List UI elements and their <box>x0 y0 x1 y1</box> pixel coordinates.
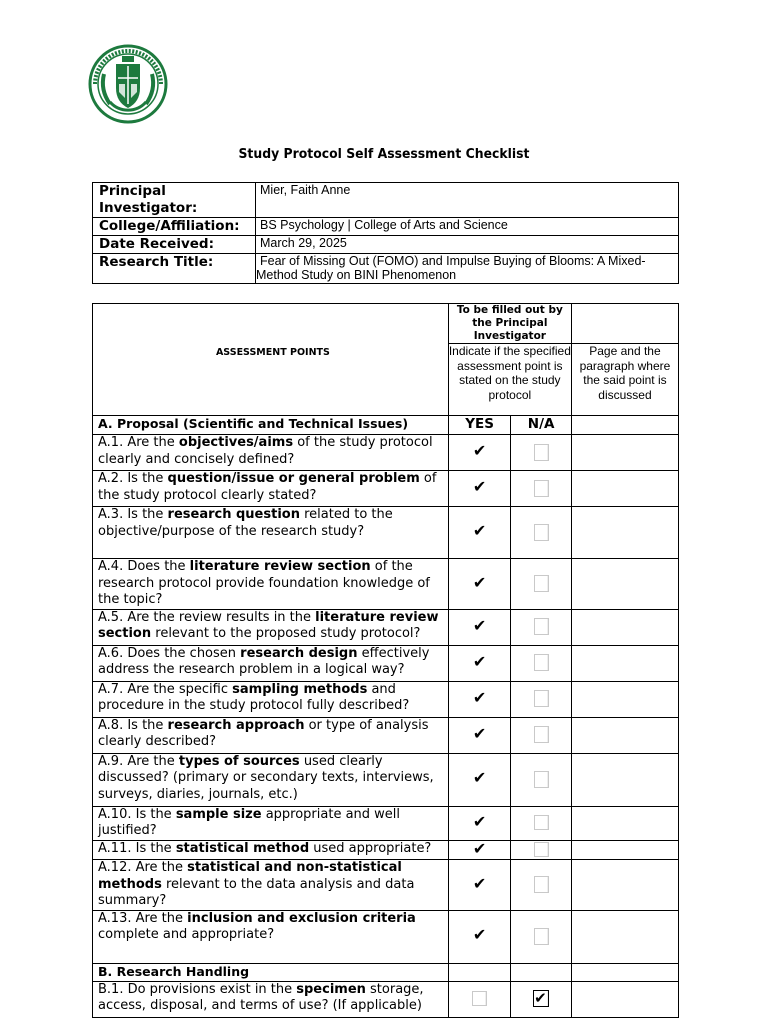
yes-cell <box>448 806 511 840</box>
assessment-question: A.12. Are the statistical and non-statistical methods relevant to the data analysis and data summary? <box>93 860 449 911</box>
section-a-title: A. Proposal (Scientific and Technical Issues) <box>93 416 449 435</box>
checkmark-icon: ✔ <box>472 768 487 788</box>
page-paragraph-cell[interactable] <box>571 840 678 860</box>
assessment-question: B.1. Do provisions exist in the specimen storage, access, disposal, and terms of use? (If applicable) <box>93 981 449 1017</box>
section-row <box>93 963 679 981</box>
page-paragraph-cell[interactable] <box>571 681 678 717</box>
na-cell <box>511 507 572 559</box>
na-cell <box>511 981 572 1017</box>
protocol-info-table <box>92 182 679 284</box>
yes-header: YES <box>448 416 511 435</box>
assessment-question: A.8. Is the research approach or type of analysis clearly described? <box>93 717 449 753</box>
table-row <box>93 806 679 840</box>
na-checkbox[interactable] <box>534 842 549 857</box>
table-row <box>93 471 679 507</box>
na-checkbox[interactable] <box>534 928 549 945</box>
checkmark-icon: ✔ <box>472 651 487 671</box>
na-checkbox[interactable] <box>534 771 549 788</box>
page-paragraph-cell[interactable] <box>571 806 678 840</box>
yes-checkbox[interactable] <box>472 991 487 1006</box>
na-header: N/A <box>511 416 572 435</box>
na-cell <box>511 910 572 963</box>
yes-cell <box>448 507 511 559</box>
assessment-question: A.10. Is the sample size appropriate and well justified? <box>93 806 449 840</box>
info-label: Research Title: <box>93 254 256 284</box>
checkmark-icon: ✔ <box>472 925 487 945</box>
na-cell <box>511 681 572 717</box>
research-title-line1: Fear of Missing Out (FOMO) and Impulse Buying of Blooms: A Mixed- <box>260 254 646 268</box>
na-checkbox[interactable] <box>534 815 549 830</box>
yes-cell <box>448 471 511 507</box>
checkmark-icon: ✔ <box>472 615 487 635</box>
na-checkbox[interactable] <box>534 480 549 497</box>
yes-cell <box>448 860 511 911</box>
na-cell <box>511 753 572 806</box>
checkmark-icon: ✔ <box>472 572 487 592</box>
info-value: March 29, 2025 <box>256 236 679 254</box>
yes-cell <box>448 559 511 610</box>
yes-cell <box>448 645 511 681</box>
table-row <box>93 840 679 860</box>
university-seal-logo <box>88 44 168 124</box>
page-paragraph-header: Page and the paragraph where the said point is discussed <box>571 344 678 416</box>
table-row <box>93 645 679 681</box>
table-row <box>93 717 679 753</box>
header-row <box>93 304 679 344</box>
table-row <box>93 681 679 717</box>
na-cell <box>511 471 572 507</box>
page-paragraph-cell[interactable] <box>571 910 678 963</box>
na-cell <box>511 840 572 860</box>
page-paragraph-cell[interactable] <box>571 559 678 610</box>
assessment-question: A.9. Are the types of sources used clearly discussed? (primary or secondary texts, interviews, surveys, diaries, journals, etc.) <box>93 753 449 806</box>
na-cell <box>511 609 572 645</box>
na-cell <box>511 806 572 840</box>
assessment-points-header: ASSESSMENT POINTS <box>93 344 449 416</box>
yes-cell <box>448 681 511 717</box>
info-row <box>93 218 679 236</box>
header-row <box>93 344 679 416</box>
assessment-question: A.2. Is the question/issue or general problem of the study protocol clearly stated? <box>93 471 449 507</box>
table-row <box>93 981 679 1017</box>
checkmark-icon: ✔ <box>472 723 487 743</box>
document-title: Study Protocol Self Assessment Checklist <box>238 146 530 162</box>
yes-cell <box>448 609 511 645</box>
na-checkbox[interactable] <box>534 726 549 743</box>
yes-cell <box>448 910 511 963</box>
checkmark-icon: ✔ <box>472 477 487 497</box>
table-row <box>93 507 679 559</box>
na-cell <box>511 860 572 911</box>
checkmark-icon: ✔ <box>472 521 487 541</box>
na-checkbox[interactable] <box>534 524 549 541</box>
assessment-question: A.1. Are the objectives/aims of the study protocol clearly and concisely defined? <box>93 435 449 471</box>
na-cell <box>511 559 572 610</box>
checkmark-icon: ✔ <box>534 989 547 1008</box>
yes-cell <box>448 840 511 860</box>
na-checkbox[interactable] <box>534 876 549 893</box>
na-cell <box>511 645 572 681</box>
table-row <box>93 435 679 471</box>
assessment-checklist-table <box>92 303 679 1018</box>
page-paragraph-cell[interactable] <box>571 981 678 1017</box>
assessment-question: A.6. Does the chosen research design effectively address the research problem in a logical way? <box>93 645 449 681</box>
section-row <box>93 416 679 435</box>
page-paragraph-cell[interactable] <box>571 609 678 645</box>
yes-cell <box>448 753 511 806</box>
checkmark-icon: ✔ <box>472 687 487 707</box>
assessment-question: A.11. Is the statistical method used appropriate? <box>93 840 449 860</box>
page-paragraph-cell[interactable] <box>571 717 678 753</box>
table-row <box>93 609 679 645</box>
info-value <box>256 254 679 284</box>
assessment-question: A.3. Is the research question related to the objective/purpose of the research study? <box>93 507 449 559</box>
checkmark-icon: ✔ <box>472 441 487 461</box>
info-row <box>93 183 679 218</box>
assessment-question: A.7. Are the specific sampling methods and procedure in the study protocol fully described? <box>93 681 449 717</box>
fill-header: To be filled out by the Principal Investigator <box>448 304 571 344</box>
yes-cell <box>448 981 511 1017</box>
checkmark-icon: ✔ <box>472 873 487 893</box>
assessment-question: A.13. Are the inclusion and exclusion criteria complete and appropriate? <box>93 910 449 963</box>
info-value: Mier, Faith Anne <box>256 183 679 218</box>
na-cell <box>511 435 572 471</box>
yes-cell <box>448 435 511 471</box>
page-paragraph-cell[interactable] <box>571 860 678 911</box>
table-row <box>93 753 679 806</box>
na-checkbox[interactable] <box>534 444 549 461</box>
na-cell <box>511 717 572 753</box>
section-b-title: B. Research Handling <box>93 963 449 981</box>
yes-cell <box>448 717 511 753</box>
na-checkbox[interactable] <box>533 990 549 1007</box>
checkmark-icon: ✔ <box>472 811 487 831</box>
page-paragraph-cell[interactable] <box>571 753 678 806</box>
page-paragraph-cell[interactable] <box>571 645 678 681</box>
info-label: College/Affiliation: <box>93 218 256 236</box>
info-value: BS Psychology | College of Arts and Science <box>256 218 679 236</box>
na-checkbox[interactable] <box>534 575 549 592</box>
na-checkbox[interactable] <box>534 654 549 671</box>
info-row <box>93 236 679 254</box>
page-paragraph-cell[interactable] <box>571 471 678 507</box>
info-label: Principal Investigator: <box>93 183 256 218</box>
checkmark-icon: ✔ <box>472 838 487 858</box>
table-row <box>93 910 679 963</box>
assessment-question: A.4. Does the literature review section of the research protocol provide foundation knowledge of the topic? <box>93 559 449 610</box>
table-row <box>93 860 679 911</box>
indicate-header: Indicate if the specified assessment point is stated on the study protocol <box>448 344 571 416</box>
page-paragraph-cell[interactable] <box>571 435 678 471</box>
na-checkbox[interactable] <box>534 690 549 707</box>
table-row <box>93 559 679 610</box>
page-paragraph-cell[interactable] <box>571 507 678 559</box>
research-title-line2: Method Study on BINI Phenomenon <box>256 268 457 282</box>
info-label: Date Received: <box>93 236 256 254</box>
info-row <box>93 254 679 284</box>
na-checkbox[interactable] <box>534 618 549 635</box>
assessment-question: A.5. Are the review results in the literature review section relevant to the proposed study protocol? <box>93 609 449 645</box>
